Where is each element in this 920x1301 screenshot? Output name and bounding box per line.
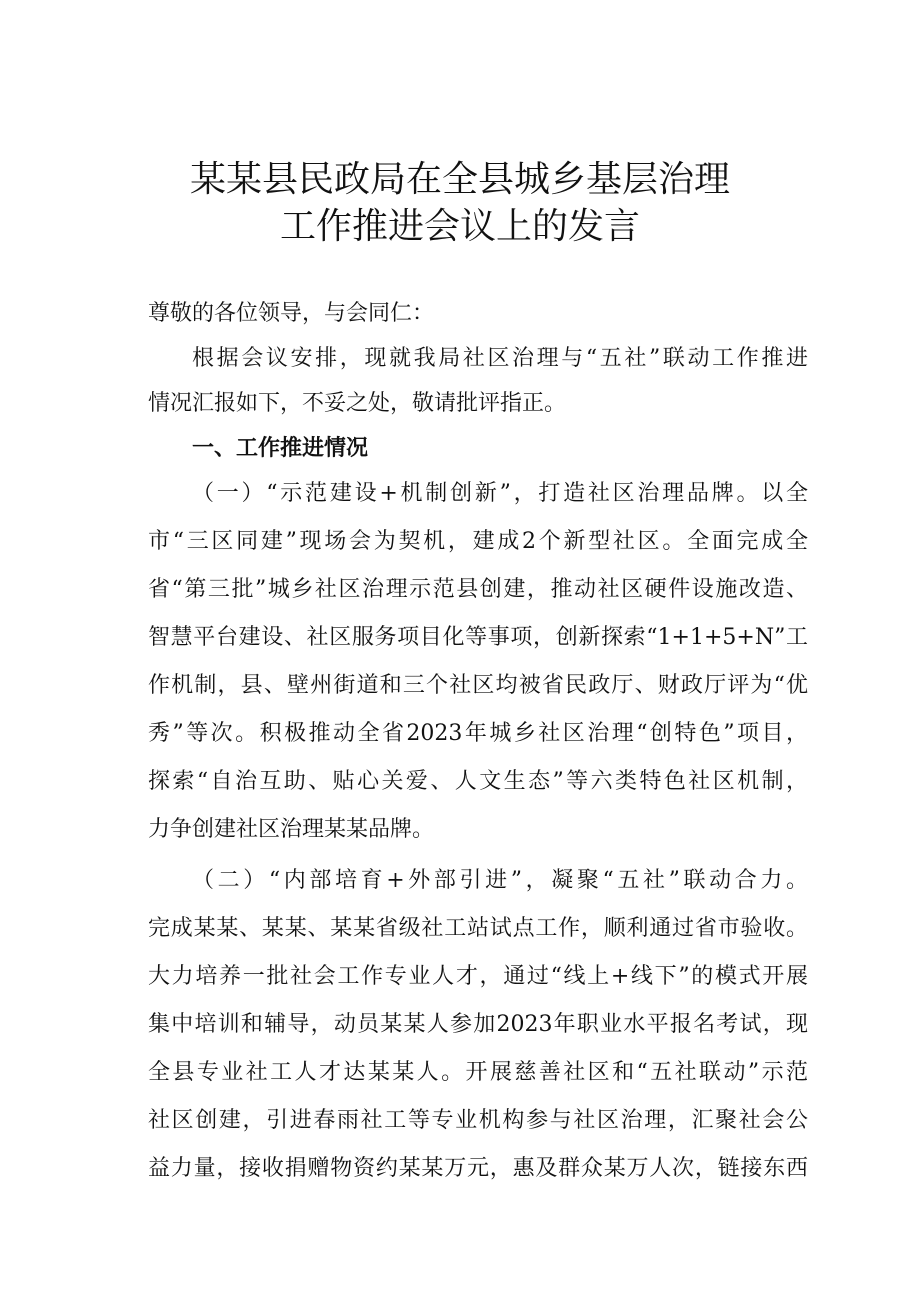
para1-line-1: （一）“示范建设+机制创新”，打造社区治理品牌。以全 [192, 481, 808, 506]
para2-line-2: 完成某某、某某、某某省级社工站试点工作，顺利通过省市验收。 [148, 916, 808, 941]
para1-line-8: 力争创建社区治理某某品牌。 [148, 817, 435, 842]
para2-line-4: 集中培训和辅导，动员某某人参加2023年职业水平报名考试，现 [148, 1012, 808, 1037]
para2-line-1: （二）“内部培育+外部引进”，凝聚“五社”联动合力。 [192, 868, 808, 893]
para1-line-5: 作机制，县、壁州街道和三个社区均被省民政厅、财政厅评为“优 [148, 673, 808, 698]
para2-line-6: 社区创建，引进春雨社工等专业机构参与社区治理，汇聚社会公 [148, 1108, 808, 1133]
para1-line-7: 探索“自治互助、贴心关爱、人文生态”等六类特色社区机制， [148, 769, 808, 794]
para1-line-4: 智慧平台建设、社区服务项目化等事项，创新探索“1+1+5+N”工 [148, 625, 808, 650]
intro-line-1: 根据会议安排，现就我局社区治理与“五社”联动工作推进 [192, 346, 808, 371]
document-title-line-1: 某某县民政局在全县城乡基层治理 [189, 159, 730, 200]
para2-line-3: 大力培养一批社会工作专业人才，通过“线上+线下”的模式开展 [148, 964, 808, 989]
para1-line-2: 市“三区同建”现场会为契机，建成2个新型社区。全面完成全 [148, 529, 808, 554]
para2-line-5: 全县专业社工人才达某某人。开展慈善社区和“五社联动”示范 [148, 1060, 808, 1085]
para1-line-6: 秀”等次。积极推动全省2023年城乡社区治理“创特色”项目， [148, 721, 808, 746]
section-heading-1: 一、工作推进情况 [192, 436, 369, 461]
para1-line-3: 省“第三批”城乡社区治理示范县创建，推动社区硬件设施改造、 [148, 577, 808, 602]
document-title-line-2: 工作推进会议上的发言 [279, 206, 640, 247]
intro-line-2: 情况汇报如下，不妥之处，敬请批评指正。 [148, 391, 567, 416]
salutation: 尊敬的各位领导，与会同仁： [148, 301, 435, 326]
para2-line-7: 益力量，接收捐赠物资约某某万元，惠及群众某万人次，链接东西 [148, 1156, 808, 1181]
